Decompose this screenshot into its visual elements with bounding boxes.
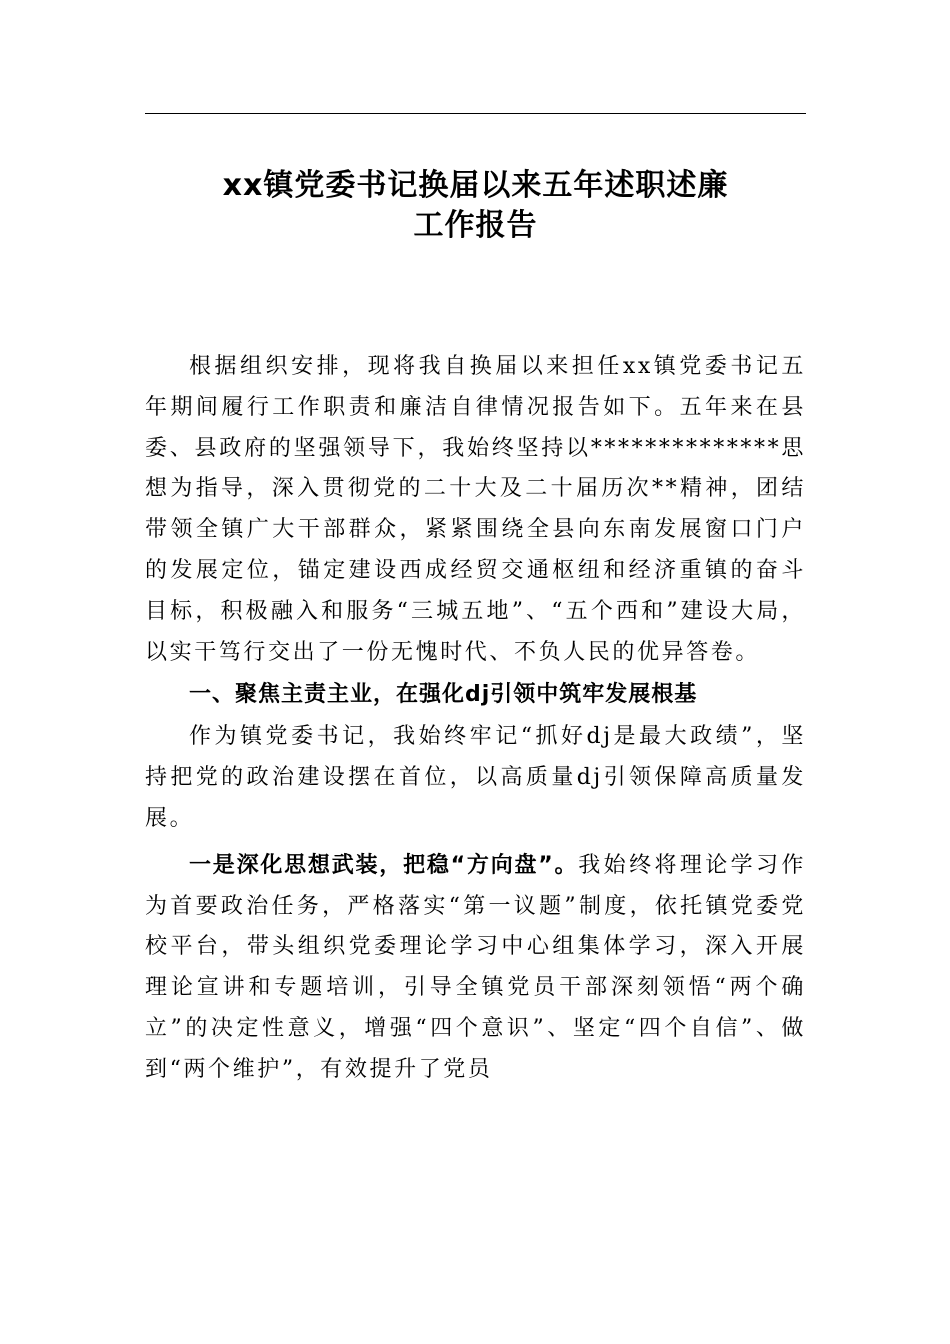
point-1-lead: 一是深化思想武装，把稳“方向盘”。 — [189, 852, 579, 878]
point-1-text: 我始终将理论学习作为首要政治任务，严格落实“第一议题”制度，依托镇党委党校平台，带头组织党委理论学习中心组集体学习，深入开展理论宣讲和专题培训，引导全镇党员干部深刻领悟“两个确立”的决定性意义，增强“四个意识”、坚定“四个自信”、做到“两个维护”，有效提升了党员 — [145, 852, 806, 1082]
title-line-2: 工作报告 — [413, 208, 538, 243]
document-body — [145, 347, 806, 1091]
intro-paragraph: 根据组织安排，现将我自换届以来担任xx镇党委书记五年期间履行工作职责和廉洁自律情况报告如下。五年来在县委、县政府的坚强领导下，我始终坚持以**************思想为指导，深入贯彻党的二十大及二十届历次**精神，团结带领全镇广大干部群众，紧紧围绕全县向东南发展窗口门户的发展定位，锚定建设西成经贸交通枢纽和经济重镇的奋斗目标，积极融入和服务“三城五地”、“五个西和”建设大局，以实干笃行交出了一份无愧时代、不负人民的优异答卷。 — [145, 354, 806, 665]
section-heading-1: 一、聚焦主责主业，在强化dj引领中筑牢发展根基 — [189, 682, 698, 708]
title-line-1: xx镇党委书记换届以来五年述职述廉 — [222, 168, 729, 203]
point-1-paragraph — [145, 846, 806, 1091]
section-1-paragraph: 作为镇党委书记，我始终牢记“抓好dj是最大政绩”，坚持把党的政治建设摆在首位，以高质量dj引领保障高质量发展。 — [145, 724, 806, 831]
document-title — [145, 166, 806, 246]
header-rule — [145, 113, 806, 114]
